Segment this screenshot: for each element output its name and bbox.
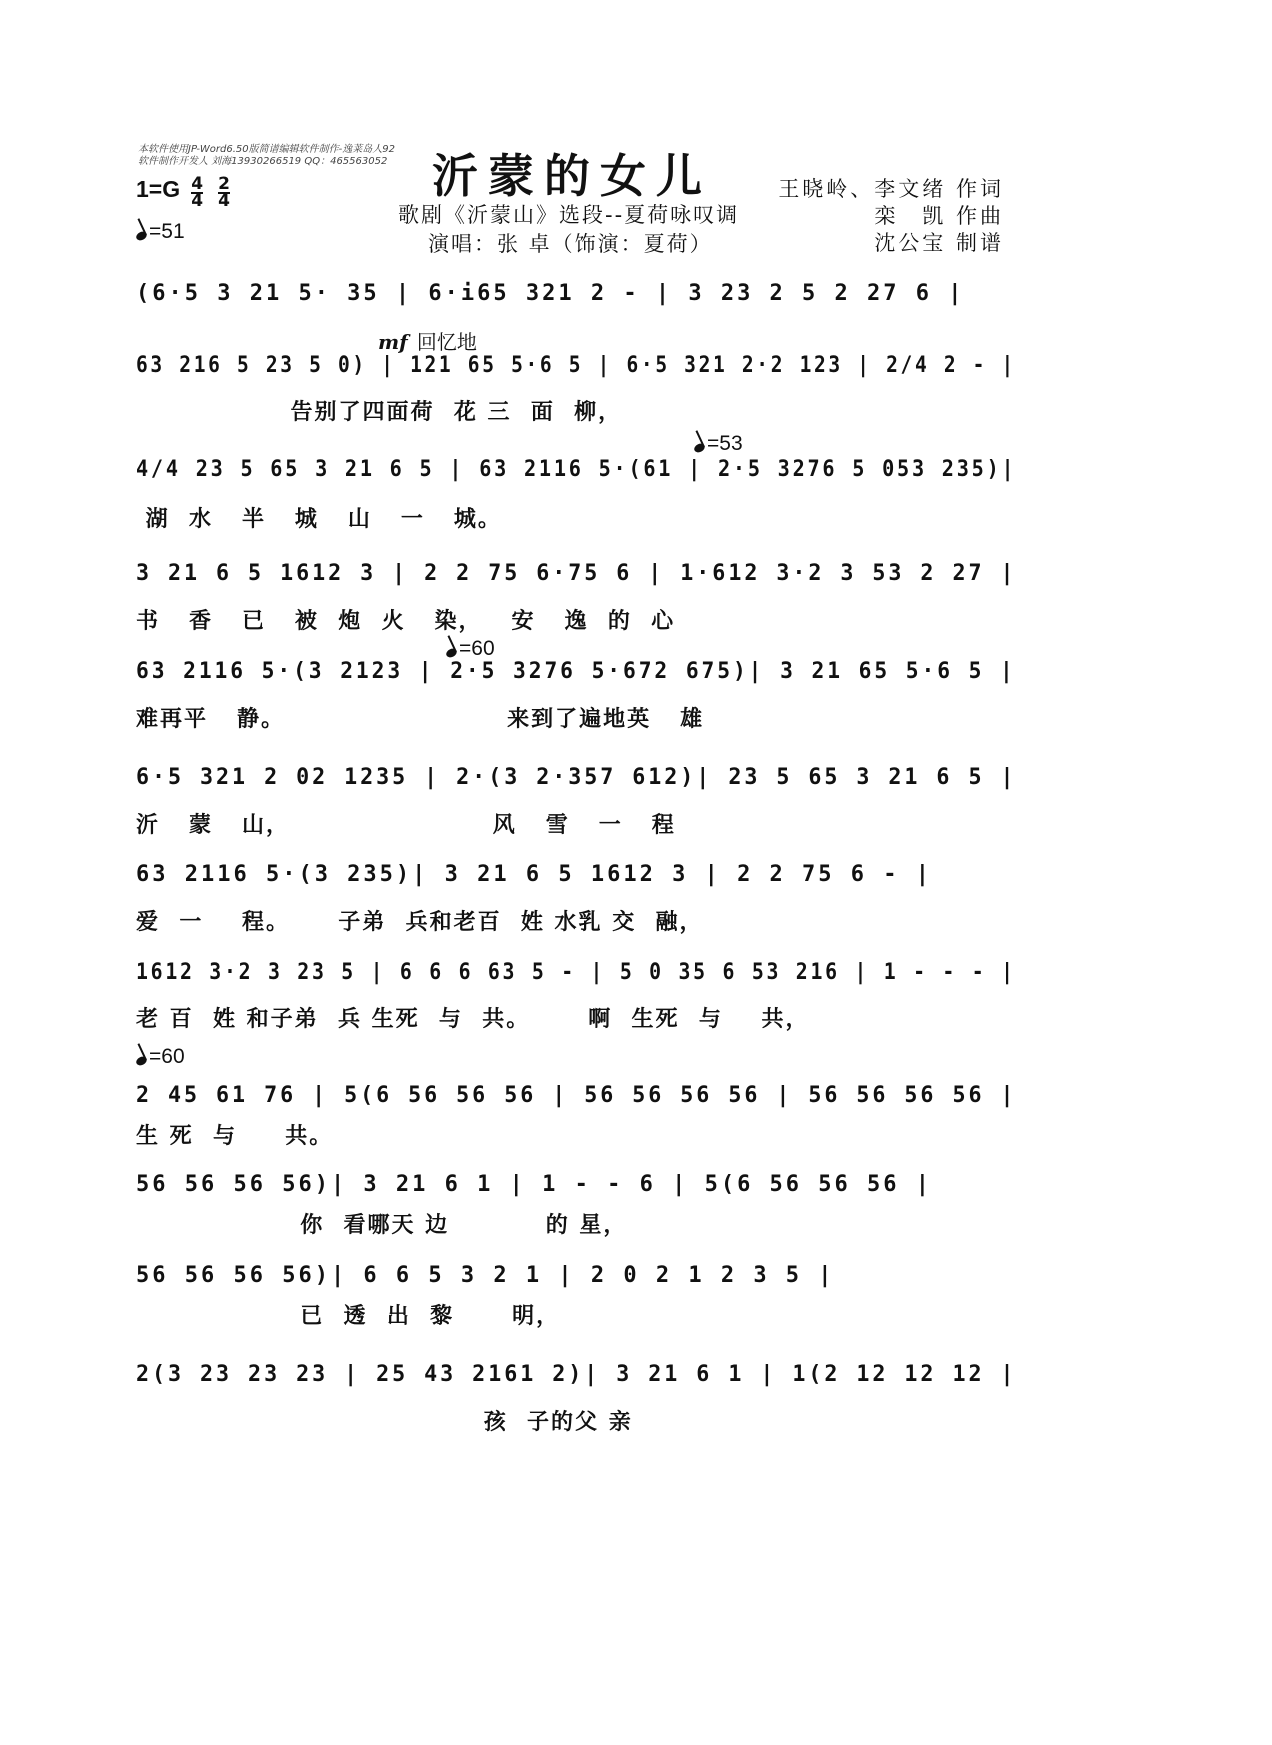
lyric-line-9: 生 死 与 共。	[136, 1124, 334, 1149]
score-line-2: 63 216 5 23 5 0) | 121 65 5·6 5 | 6·5 321 2·2 123 | 2/4 2 - |	[136, 353, 1016, 378]
score-line-12: 2(3 23 23 23 | 25 43 2161 2)| 3 21 6 1 | 1(2 12 12 12 |	[136, 1362, 1017, 1387]
score-line-10: 56 56 56 56)| 3 21 6 1 | 1 - - 6 | 5(6 56 56 56 |	[136, 1172, 933, 1197]
watermark-line-2: 软件制作开发人 刘海13930266519 QQ：465563052	[138, 156, 388, 167]
quarter-note-icon	[693, 442, 706, 454]
score-line-7: 63 2116 5·(3 235)| 3 21 6 5 1612 3 | 2 2 75 6 - |	[136, 862, 933, 887]
arranger-credit: 沈公宝 制谱	[874, 231, 1004, 255]
score-line-9: 2 45 61 76 | 5(6 56 56 56 | 56 56 56 56 | 56 56 56 56 |	[136, 1083, 1017, 1108]
lyric-line-2: 告别了四面荷 花 三 面 柳，	[136, 400, 623, 425]
time-signature-2-4: $\frac{2}{4}$	[218, 173, 230, 211]
lyric-line-12: 孩 子的父 亲	[136, 1410, 633, 1435]
lyric-line-5: 难再平 静。 来到了遍地英 雄	[136, 707, 705, 732]
subtitle: 歌剧《沂蒙山》选段--夏荷咏叹调	[398, 203, 740, 227]
score-line-1: (6·5 3 21 5· 35 | 6·i65 321 2 - | 3 23 2 5 2 27 6 |	[136, 281, 965, 306]
key-signature-block	[136, 173, 230, 211]
lyric-line-11: 已 透 出 黎 明，	[136, 1304, 561, 1329]
score-line-6: 6·5 321 2 02 1235 | 2·(3 2·357 612)| 23 5 65 3 21 6 5 |	[136, 765, 1017, 790]
quarter-note-icon	[135, 230, 148, 242]
song-title: 沂蒙的女儿	[432, 149, 712, 203]
lyric-line-3: 湖 水 半 城 山 一 城。	[136, 507, 502, 532]
lyric-line-8: 老 百 姓 和子弟 兵 生死 与 共。 啊 生死 与 共，	[136, 1007, 810, 1032]
tempo-mark-2: =60	[446, 637, 495, 661]
lyric-line-10: 你 看哪天 边 的 星，	[136, 1213, 628, 1238]
tempo-mark-3: =60	[136, 1045, 185, 1069]
dynamic-mark: mf	[378, 330, 408, 354]
quarter-note-icon	[445, 647, 458, 659]
score-line-5: 63 2116 5·(3 2123 | 2·5 3276 5·672 675)| 3 21 65 5·6 5 |	[136, 659, 1016, 684]
watermark-line-1: 本软件使用JP-Word6.50版简谱编辑软件制作-逸莱岛人92	[138, 144, 395, 155]
composer-credit: 栾 凯 作曲	[874, 204, 1004, 228]
lyric-line-7: 爱 一 程。 子弟 兵和老百 姓 水乳 交 融，	[136, 910, 704, 935]
key-signature: 1=G	[136, 176, 181, 202]
quarter-note-icon	[135, 1055, 148, 1067]
score-line-11: 56 56 56 56)| 6 6 5 3 2 1 | 2 0 2 1 2 3 5 |	[136, 1263, 835, 1288]
expression-text: 回忆地	[416, 330, 477, 354]
expression-mark	[378, 326, 477, 355]
singer-line: 演唱：张 卓（饰演：夏荷）	[428, 232, 713, 256]
time-signature-4-4: $\frac{4}{4}$	[191, 173, 204, 211]
score-line-4: 3 21 6 5 1612 3 | 2 2 75 6·75 6 | 1·612 3·2 3 53 2 27 |	[136, 561, 1017, 586]
score-line-8: 1612 3·2 3 23 5 | 6 6 6 63 5 - | 5 0 35 6 53 216 | 1 - - - |	[136, 960, 1016, 985]
score-line-3: 4/4 23 5 65 3 21 6 5 | 63 2116 5·(61 | 2·5 3276 5 053 235)|	[136, 457, 1017, 482]
tempo-mark-1: =53	[694, 432, 743, 456]
lyric-line-4: 书 香 已 被 炮 火 染， 安 逸 的 心	[136, 609, 676, 634]
tempo-initial: =51	[136, 220, 185, 244]
lyricist-credit: 王晓岭、李文绪 作词	[778, 177, 1004, 201]
lyric-line-6: 沂 蒙 山， 风 雪 一 程	[136, 813, 676, 838]
